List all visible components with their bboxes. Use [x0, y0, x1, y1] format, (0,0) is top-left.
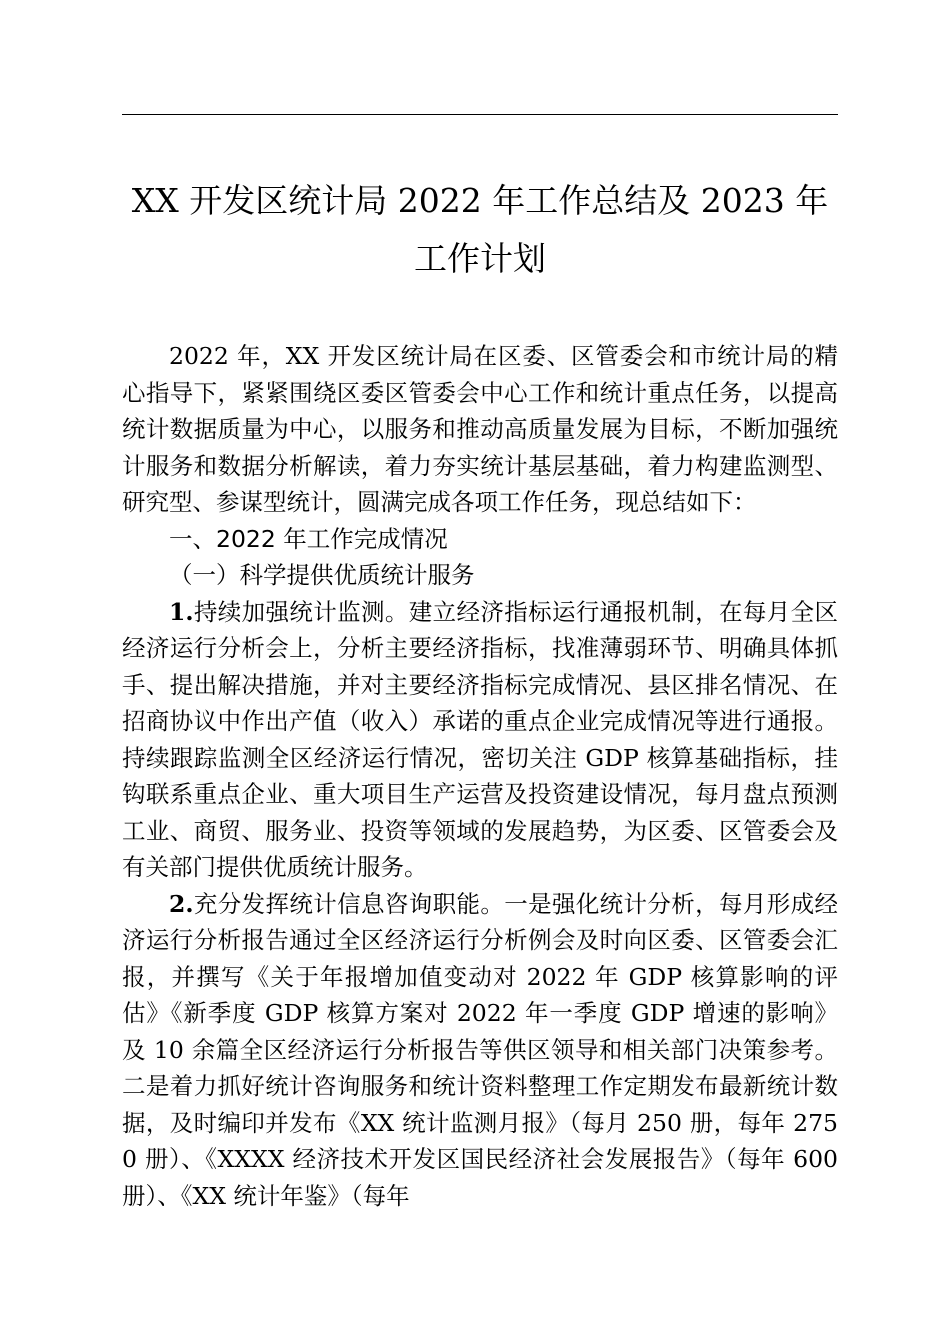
item-2-number: 2.: [169, 889, 194, 918]
subsection-heading: （一）科学提供优质统计服务: [169, 561, 475, 589]
intro-paragraph: 2022 年，XX 开发区统计局在区委、区管委会和市统计局的精心指导下，紧紧围绕区委区管委会中心工作和统计重点任务，以提高统计数据质量为中心，以服务和推动高质量发展为目标，不断加强统计服务和数据分析解读，着力夯实统计基层基础，着力构建监测型、研究型、参谋型统计，圆满完成各项工作任务，现总结如下：: [122, 342, 838, 516]
header-rule: [122, 114, 838, 115]
item-1-text: 持续加强统计监测。建立经济指标运行通报机制，在每月全区经济运行分析会上，分析主要经济指标，找准薄弱环节、明确具体抓手、提出解决措施，并对主要经济指标完成情况、县区排名情况、在招商协议中作出产值（收入）承诺的重点企业完成情况等进行通报。持续跟踪监测全区经济运行情况，密切关注 GDP 核算基础指标，挂钩联系重点企业、重大项目生产运营及投资建设情况，每月盘点预测工业、商贸、服务业、投资等领域的发展趋势，为区委、区管委会及有关部门提供优质统计服务。: [122, 597, 838, 881]
item-2-text: 充分发挥统计信息咨询职能。一是强化统计分析，每月形成经济运行分析报告通过全区经济运行分析例会及时向区委、区管委会汇报，并撰写《关于年报增加值变动对 2022 年 GDP 核算影响的评估》《新季度 GDP 核算方案对 2022 年一季度 GDP 增速的影响》及 10 余篇全区经济运行分析报告等供区领导和相关部门决策参考。二是着力抓好统计咨询服务和统计资料整理工作定期发布最新统计数据，及时编印并发布《XX 统计监测月报》（每月 250 册，每年 2750 册）、《XXXX 经济技术开发区国民经济社会发展报告》（每年 600 册）、《XX 统计年鉴》（每年: [122, 889, 838, 1210]
document-body: [122, 338, 838, 1214]
item-1-paragraph: [122, 594, 838, 886]
document-title: [122, 172, 838, 288]
item-2-paragraph: [122, 886, 838, 1215]
item-1-number: 1.: [169, 597, 194, 626]
title-line-1: XX 开发区统计局 2022 年工作总结及 2023 年: [131, 181, 829, 220]
title-line-2: 工作计划: [414, 239, 546, 278]
section-heading: 一、2022 年工作完成情况: [169, 524, 448, 553]
